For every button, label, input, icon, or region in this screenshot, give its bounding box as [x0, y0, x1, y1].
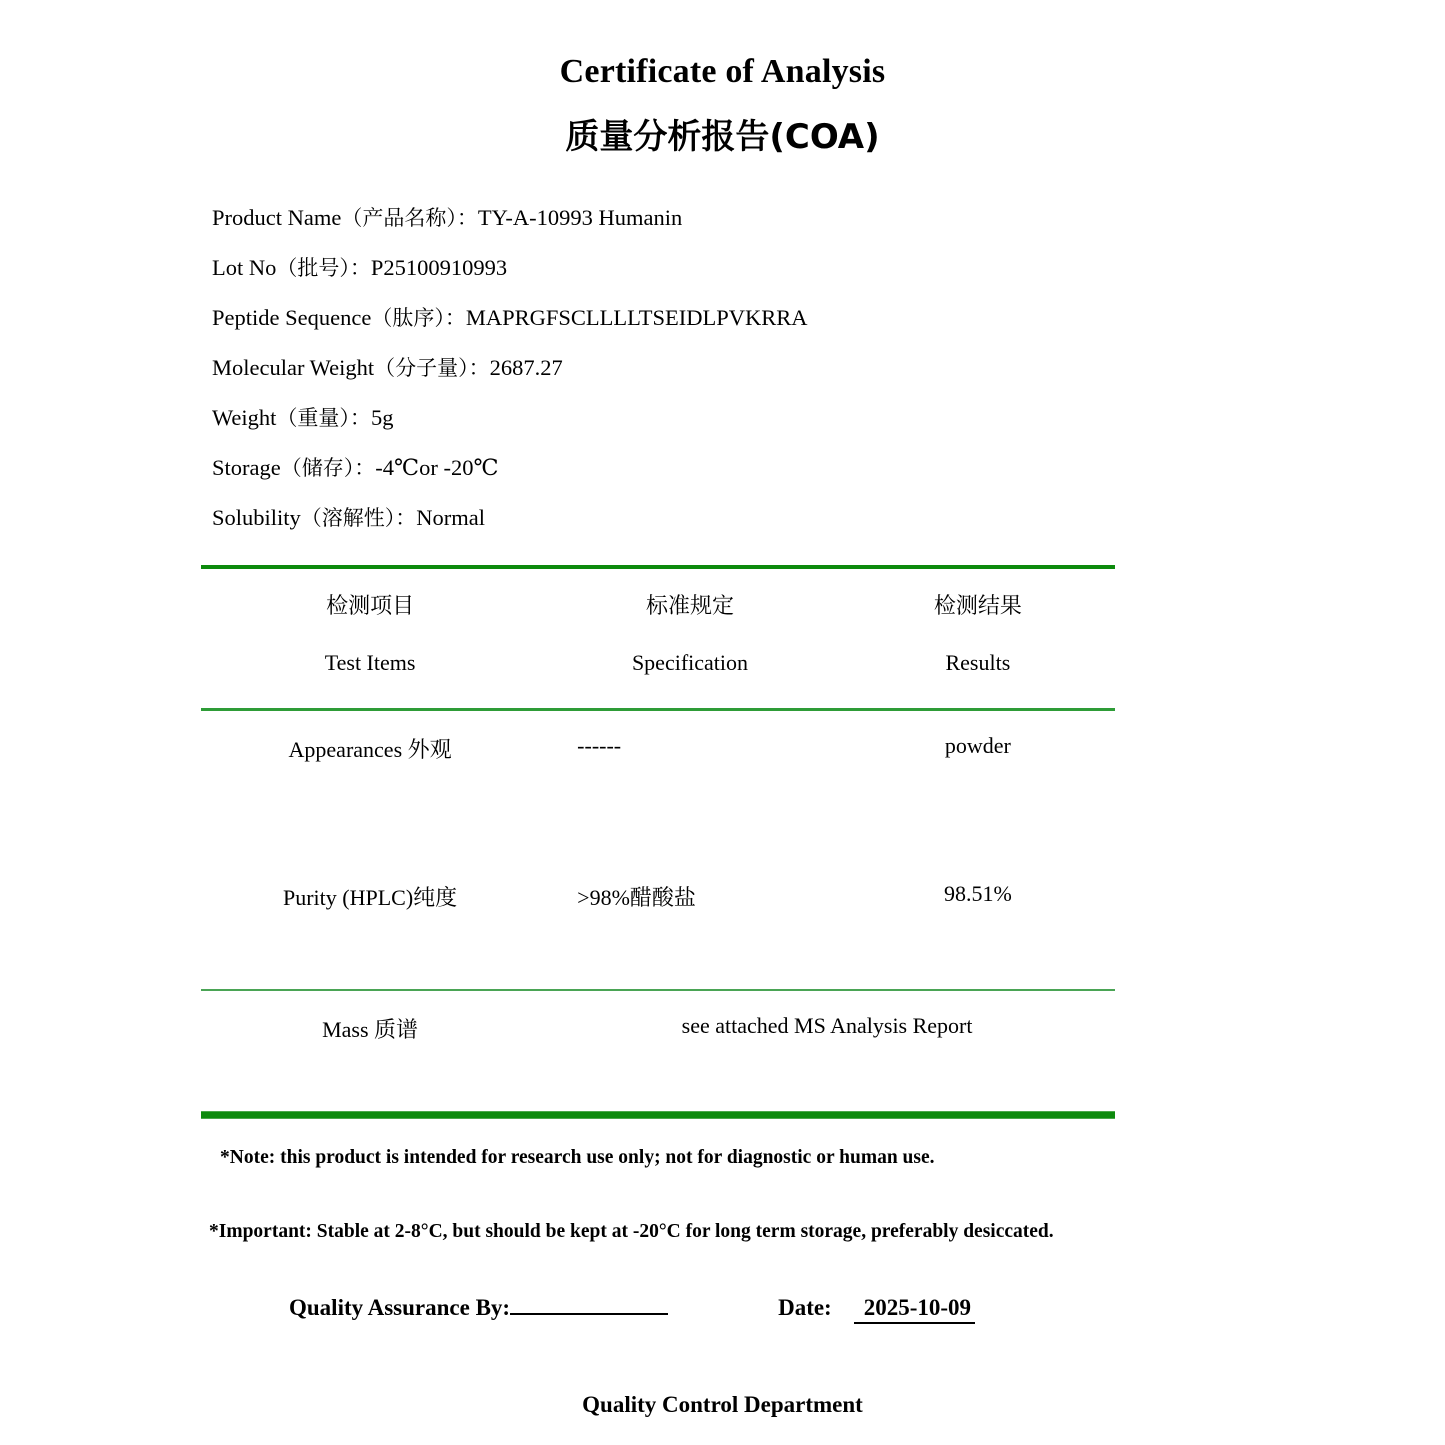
info-row-storage	[212, 443, 1445, 493]
info-label-cn-storage: （储存）：	[280, 455, 376, 480]
quality-assurance-label: Quality Assurance By:	[289, 1295, 511, 1321]
date-label: Date:	[778, 1295, 832, 1321]
table-row	[201, 711, 1115, 859]
product-info-block	[0, 193, 1445, 543]
page-title-chinese: 质量分析报告(COA)	[565, 116, 880, 157]
signature-row	[0, 1293, 1445, 1324]
info-label-solubility: Solubility	[212, 504, 301, 530]
table-header-cn-specification: 标准规定	[645, 593, 734, 619]
info-label-peptide-sequence: Peptide Sequence	[212, 304, 372, 330]
table-row	[201, 859, 1115, 989]
document-title-block	[0, 0, 1445, 158]
info-value-peptide-sequence: MAPRGFSCLLLLTSEIDLPVKRRA	[465, 304, 808, 330]
footer-department: Quality Control Department	[582, 1392, 863, 1418]
info-label-molecular-weight: Molecular Weight	[212, 354, 375, 380]
note-important-storage: *Important: Stable at 2-8°C, but should be kept at -20°C for long term storage, preferably desiccated.	[209, 1220, 1054, 1242]
table-row	[201, 991, 1115, 1111]
table-header-row-english	[201, 628, 1115, 708]
table-header-cn-results: 检测结果	[933, 593, 1022, 619]
info-label-cn-weight: （重量）：	[276, 405, 371, 430]
date-value: 2025-10-09	[854, 1295, 975, 1324]
info-label-lot-no: Lot No	[212, 254, 277, 280]
info-value-solubility: Normal	[416, 504, 486, 530]
table-header-en-test-items: Test Items	[324, 649, 416, 675]
info-value-weight: 5g	[370, 404, 394, 430]
table-header-en-specification: Specification	[631, 649, 749, 675]
cell-specification-purity: >98%醋酸盐	[577, 884, 696, 910]
table-header-row-chinese	[201, 569, 1115, 628]
info-label-weight: Weight	[212, 404, 277, 430]
cell-item-appearances: Appearances 外观	[288, 736, 452, 762]
info-label-cn-lot-no: （批号）：	[276, 255, 371, 280]
cell-item-mass: Mass 质谱	[322, 1016, 419, 1042]
table-header-cn-test-items: 检测项目	[326, 593, 415, 619]
info-value-product-name: TY-A-10993 Humanin	[477, 204, 683, 230]
info-row-lot-no	[212, 243, 1445, 293]
info-label-cn-solubility: （溶解性）：	[300, 505, 417, 530]
results-table	[201, 565, 1115, 1119]
cell-specification-appearances: ------	[577, 732, 622, 758]
info-label-cn-molecular-weight: （分子量）：	[374, 355, 490, 380]
cell-result-purity: 98.51%	[943, 880, 1012, 906]
cell-specification-mass: see attached MS Analysis Report	[681, 1012, 973, 1038]
page-title-english: Certificate of Analysis	[559, 53, 886, 90]
info-row-product-name	[212, 193, 1445, 243]
info-row-weight	[212, 393, 1445, 443]
date-group	[778, 1295, 975, 1324]
cell-item-purity: Purity (HPLC)纯度	[282, 884, 458, 910]
info-row-solubility	[212, 493, 1445, 543]
info-label-cn-product-name: （产品名称）：	[341, 205, 478, 230]
cell-result-appearances: powder	[944, 732, 1011, 758]
table-bottom-border	[201, 1111, 1115, 1119]
info-value-storage: -4℃or -20℃	[375, 454, 499, 480]
info-row-molecular-weight	[212, 343, 1445, 393]
info-label-cn-peptide-sequence: （肽序）：	[371, 305, 466, 330]
info-label-product-name: Product Name	[212, 204, 342, 230]
quality-assurance-signature-field[interactable]	[510, 1293, 668, 1315]
table-header-en-results: Results	[945, 649, 1011, 675]
note-research-use: *Note: this product is intended for research use only; not for diagnostic or human use.	[220, 1146, 935, 1168]
info-row-peptide-sequence	[212, 293, 1445, 343]
notes-block	[0, 1145, 1445, 1246]
info-label-storage: Storage	[212, 454, 281, 480]
info-value-molecular-weight: 2687.27	[489, 354, 563, 380]
info-value-lot-no: P25100910993	[370, 254, 508, 280]
